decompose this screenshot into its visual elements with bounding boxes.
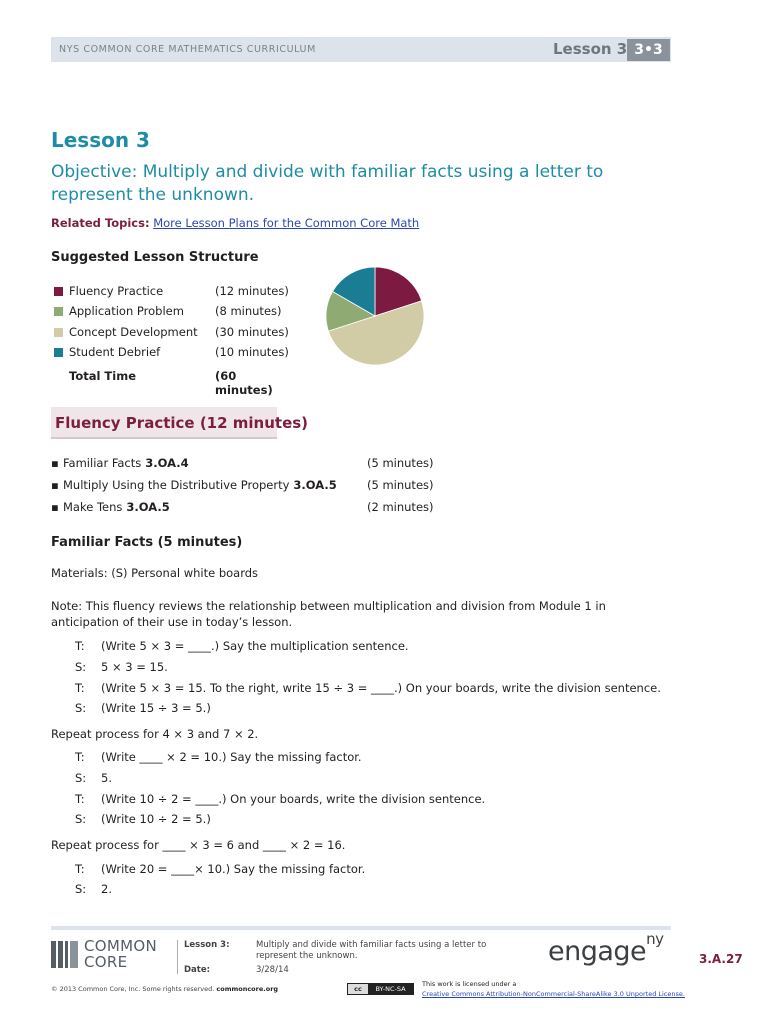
structure-row	[54, 345, 294, 363]
structure-row	[54, 325, 294, 343]
bullet-icon: ▪	[51, 478, 59, 492]
structure-row	[54, 284, 294, 302]
dialogue-text: 5.	[101, 771, 112, 785]
footer-lesson-label: Lesson 3:	[184, 940, 230, 950]
fluency-item-standard: 3.OA.5	[126, 500, 170, 514]
dialogue-line	[75, 750, 695, 768]
page-number: 3.A.27	[699, 952, 743, 966]
note: Note: This fluency reviews the relationship between multiplication and division from Module 1 in anticipation of their use in today’s lesson.	[51, 599, 606, 629]
fluency-section-title: Fluency Practice (12 minutes)	[55, 414, 309, 432]
engageny-logo: engage$^{ny}$	[548, 930, 664, 967]
copyright: © 2013 Common Core, Inc. Some rights reserved. commoncore.org	[51, 985, 279, 993]
dialogue-text: (Write 10 ÷ 2 = 5.)	[101, 812, 211, 826]
structure-label: Student Debrief	[69, 345, 161, 359]
structure-minutes: (10 minutes)	[215, 345, 289, 359]
related-topics-label: Related Topics:	[51, 216, 150, 230]
module-badge: 3•3	[627, 39, 670, 61]
objective: Objective: Multiply and divide with familiar facts using a letter to represent the unknown.	[51, 162, 604, 205]
fluency-item-label: Multiply Using the Distributive Property	[63, 478, 290, 492]
speaker: T:	[75, 750, 85, 764]
structure-total-row	[54, 369, 294, 397]
fluency-item-standard: 3.OA.5	[293, 478, 337, 492]
legend-swatch	[54, 328, 63, 337]
structure-minutes: (12 minutes)	[215, 284, 289, 298]
dialogue-line	[75, 792, 695, 810]
dialogue-line	[75, 660, 695, 678]
structure-minutes: (30 minutes)	[215, 325, 289, 339]
speaker: T:	[75, 792, 85, 806]
speaker: T:	[75, 862, 85, 876]
speaker: T:	[75, 639, 85, 653]
fluency-item-label: Make Tens	[63, 500, 123, 514]
speaker: S:	[75, 812, 87, 826]
footer-date-value: 3/28/14	[256, 965, 289, 975]
familiar-facts-title: Familiar Facts (5 minutes)	[51, 535, 243, 550]
fluency-item-duration: (5 minutes)	[367, 456, 434, 470]
speaker: S:	[75, 660, 87, 674]
fluency-item	[51, 500, 441, 518]
lesson-structure-title: Suggested Lesson Structure	[51, 250, 259, 265]
structure-label: Fluency Practice	[69, 284, 164, 298]
related-topics	[51, 216, 419, 230]
dialogue-line	[75, 862, 695, 880]
curriculum-title: NYS COMMON CORE MATHEMATICS CURRICULUM	[59, 44, 316, 55]
footer-rule	[51, 926, 671, 930]
fluency-item	[51, 478, 441, 496]
dialogue-text: (Write 10 ÷ 2 = ____.) On your boards, write the division sentence.	[101, 792, 486, 806]
structure-label: Application Problem	[69, 304, 184, 318]
bullet-icon: ▪	[51, 456, 59, 470]
legend-swatch	[54, 307, 63, 316]
license-text: This work is licensed under a Creative Commons Attribution-NonCommercial-ShareAlike 3.0 Unported License.	[422, 980, 685, 998]
dialogue-text: (Write 5 × 3 = 15. To the right, write 15 ÷ 3 = ____.) On your boards, write the division sentence.	[101, 681, 661, 695]
repeat-instruction: Repeat process for 4 × 3 and 7 × 2.	[51, 727, 259, 741]
speaker: S:	[75, 701, 87, 715]
dialogue-text: 5 × 3 = 15.	[101, 660, 168, 674]
structure-row	[54, 304, 294, 322]
footer-lesson-value: Multiply and divide with familiar facts using a letter to represent the unknown.	[256, 940, 487, 961]
common-core-logo-text: COMMON CORE	[84, 937, 157, 971]
speaker: T:	[75, 681, 85, 695]
footer-separator	[177, 940, 178, 974]
dialogue-line	[75, 639, 695, 657]
lesson-structure-pie-chart	[325, 265, 425, 367]
bullet-icon: ▪	[51, 500, 59, 514]
fluency-item-duration: (5 minutes)	[367, 478, 434, 492]
dialogue-text: (Write ____ × 2 = 10.) Say the missing factor.	[101, 750, 362, 764]
header-lesson: Lesson 3	[553, 40, 628, 58]
total-label: Total Time	[69, 369, 136, 383]
structure-minutes: (8 minutes)	[215, 304, 282, 318]
total-minutes: (60 minutes)	[215, 369, 273, 397]
dialogue-text: (Write 20 = ____× 10.) Say the missing factor.	[101, 862, 366, 876]
speaker: S:	[75, 771, 87, 785]
page-title: Lesson 3	[51, 128, 150, 152]
repeat-instruction: Repeat process for ____ × 3 = 6 and ____ × 2 = 16.	[51, 838, 346, 852]
common-core-logo-icon	[51, 941, 78, 968]
fluency-item-label: Familiar Facts	[63, 456, 142, 470]
dialogue-line	[75, 812, 695, 830]
dialogue-line	[75, 681, 695, 699]
related-topics-link[interactable]: More Lesson Plans for the Common Core Math	[153, 216, 420, 230]
footer-date-label: Date:	[184, 965, 211, 975]
materials: Materials: (S) Personal white boards	[51, 566, 259, 580]
fluency-item	[51, 456, 441, 474]
dialogue-text: 2.	[101, 882, 112, 896]
structure-label: Concept Development	[69, 325, 198, 339]
dialogue-text: (Write 5 × 3 = ____.) Say the multiplication sentence.	[101, 639, 409, 653]
cc-license-badge: cc BY-NC-SA	[347, 983, 414, 995]
legend-swatch	[54, 287, 63, 296]
speaker: S:	[75, 882, 87, 896]
fluency-item-standard: 3.OA.4	[145, 456, 189, 470]
dialogue-text: (Write 15 ÷ 3 = 5.)	[101, 701, 211, 715]
dialogue-line	[75, 701, 695, 719]
dialogue-line	[75, 882, 695, 900]
legend-swatch	[54, 348, 63, 357]
dialogue-line	[75, 771, 695, 789]
license-link[interactable]: Creative Commons Attribution-NonCommercial-ShareAlike 3.0 Unported License.	[422, 990, 685, 998]
fluency-item-duration: (2 minutes)	[367, 500, 434, 514]
